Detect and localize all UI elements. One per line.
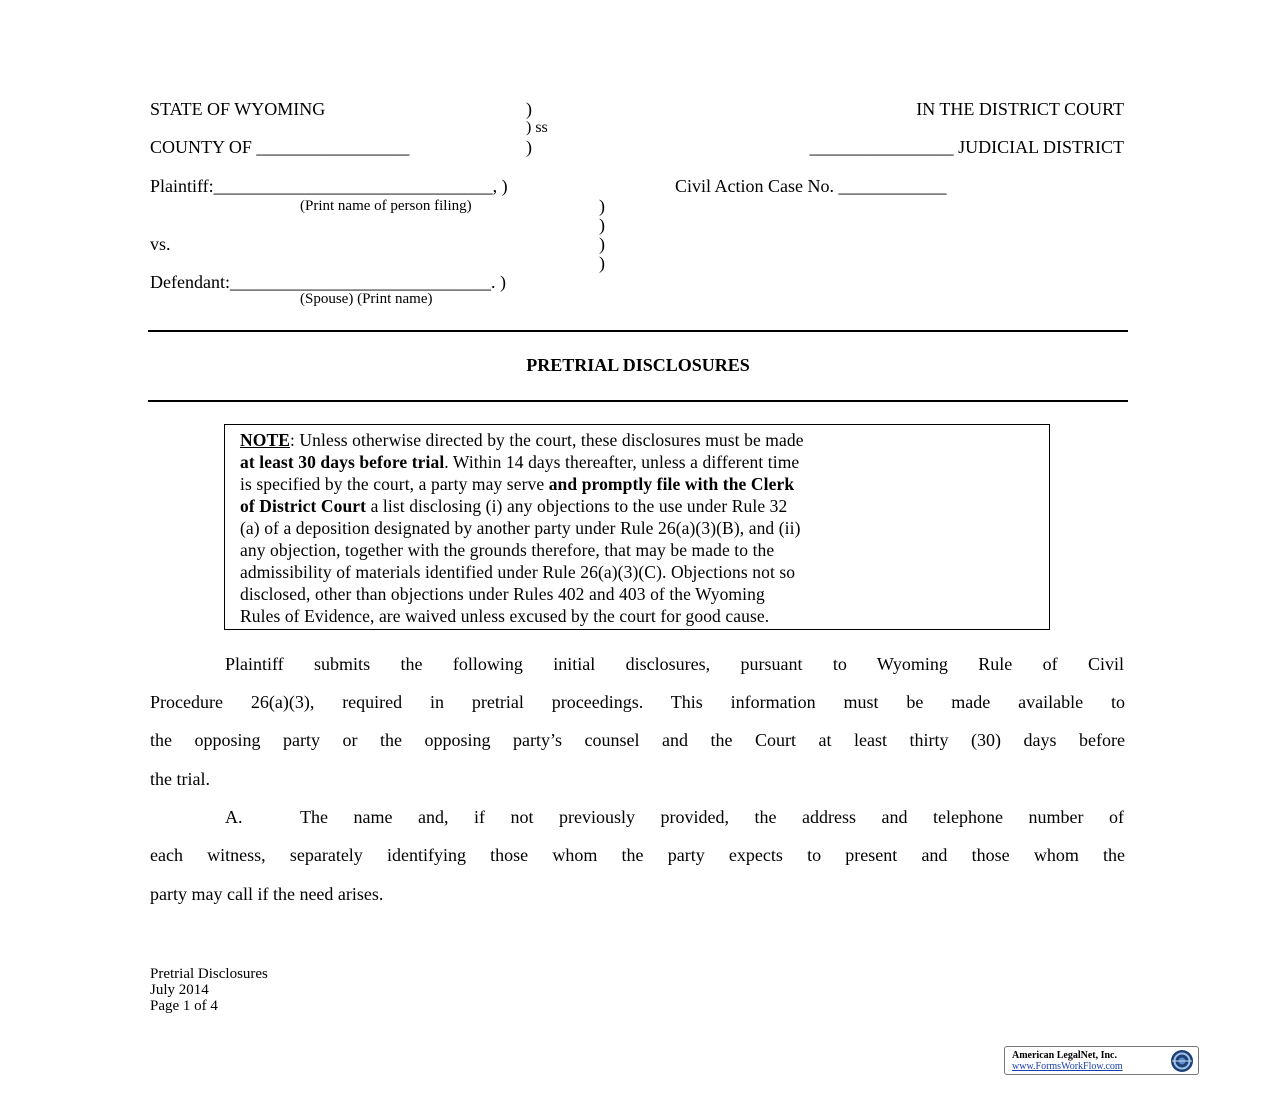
court-label: IN THE DISTRICT COURT bbox=[916, 99, 1124, 119]
caption-paren: ) bbox=[599, 215, 605, 235]
note-bold: and promptly file with the Clerk bbox=[548, 474, 795, 494]
note-text: : Unless otherwise directed by the court, these disclosures must be made bbox=[290, 430, 804, 450]
paragraph-1-line-1: Plaintiff submits the following initial disclosures, pursuant to Wyoming Rule of Civil bbox=[225, 654, 1124, 674]
note-bold: at least 30 days before trial bbox=[240, 452, 445, 472]
publisher-logo[interactable] bbox=[1004, 1046, 1199, 1075]
county-field[interactable]: COUNTY OF _________________ bbox=[150, 137, 410, 157]
bottom-divider bbox=[148, 400, 1128, 402]
top-divider bbox=[148, 330, 1128, 332]
note-text: a list disclosing (i) any objections to the use under Rule 32 bbox=[366, 496, 788, 516]
defendant-hint: (Spouse) (Print name) bbox=[300, 291, 433, 307]
logo-name: American LegalNet, Inc. bbox=[1012, 1050, 1117, 1061]
paragraph-1-line-4: the trial. bbox=[150, 769, 210, 789]
note-text: is specified by the court, a party may serve bbox=[240, 474, 549, 494]
item-a-label: A. bbox=[225, 807, 243, 827]
civil-action-field[interactable]: Civil Action Case No. ____________ bbox=[675, 176, 947, 196]
judicial-district-field[interactable]: ________________ JUDICIAL DISTRICT bbox=[809, 137, 1124, 157]
state-label: STATE OF WYOMING bbox=[150, 99, 326, 119]
vs-label: vs. bbox=[150, 234, 171, 254]
caption-paren: ) bbox=[599, 234, 605, 254]
item-a-line-3: party may call if the need arises. bbox=[150, 884, 384, 904]
logo-url-link[interactable]: www.FormsWorkFlow.com bbox=[1012, 1061, 1123, 1072]
caption-paren: ) bbox=[526, 99, 532, 119]
note-text: . Within 14 days thereafter, unless a different time bbox=[444, 452, 800, 472]
document-title: PRETRIAL DISCLOSURES bbox=[526, 355, 750, 375]
note-line-7: admissibility of materials identified under Rule 26(a)(3)(C). Objections not so bbox=[240, 562, 796, 582]
globe-icon bbox=[1170, 1049, 1194, 1073]
defendant-field[interactable]: Defendant:_____________________________. ) bbox=[150, 272, 506, 292]
note-line-5: (a) of a deposition designated by another party under Rule 26(a)(3)(B), and (ii) bbox=[240, 518, 801, 538]
item-a-line-1: The name and, if not previously provided, the address and telephone number of bbox=[300, 807, 1124, 827]
note-bold: of District Court bbox=[240, 496, 367, 516]
note-line-8: disclosed, other than objections under Rules 402 and 403 of the Wyoming bbox=[240, 584, 765, 604]
note-line-1 bbox=[240, 432, 804, 450]
note-line-3 bbox=[240, 476, 794, 494]
plaintiff-field[interactable]: Plaintiff:_______________________________, ) bbox=[150, 176, 508, 196]
footer-date: July 2014 bbox=[150, 982, 209, 998]
note-line-2 bbox=[240, 454, 799, 472]
paragraph-1-line-2: Procedure 26(a)(3), required in pretrial proceedings. This information must be made available to bbox=[150, 692, 1125, 712]
note-line-9: Rules of Evidence, are waived unless excused by the court for good cause. bbox=[240, 606, 770, 626]
note-line-6: any objection, together with the grounds therefore, that may be made to the bbox=[240, 540, 775, 560]
footer-title: Pretrial Disclosures bbox=[150, 966, 268, 982]
note-label: NOTE bbox=[240, 430, 290, 450]
footer-page: Page 1 of 4 bbox=[150, 998, 218, 1014]
note-line-4 bbox=[240, 498, 787, 516]
caption-ss: ) ss bbox=[526, 119, 548, 136]
caption-paren: ) bbox=[599, 253, 605, 273]
caption-paren: ) bbox=[526, 137, 532, 157]
item-a-line-2: each witness, separately identifying those whom the party expects to present and those whom the bbox=[150, 845, 1125, 865]
caption-paren: ) bbox=[599, 196, 605, 216]
paragraph-1-line-3: the opposing party or the opposing party’s counsel and the Court at least thirty (30) days before bbox=[150, 730, 1125, 750]
plaintiff-hint: (Print name of person filing) bbox=[300, 198, 472, 214]
